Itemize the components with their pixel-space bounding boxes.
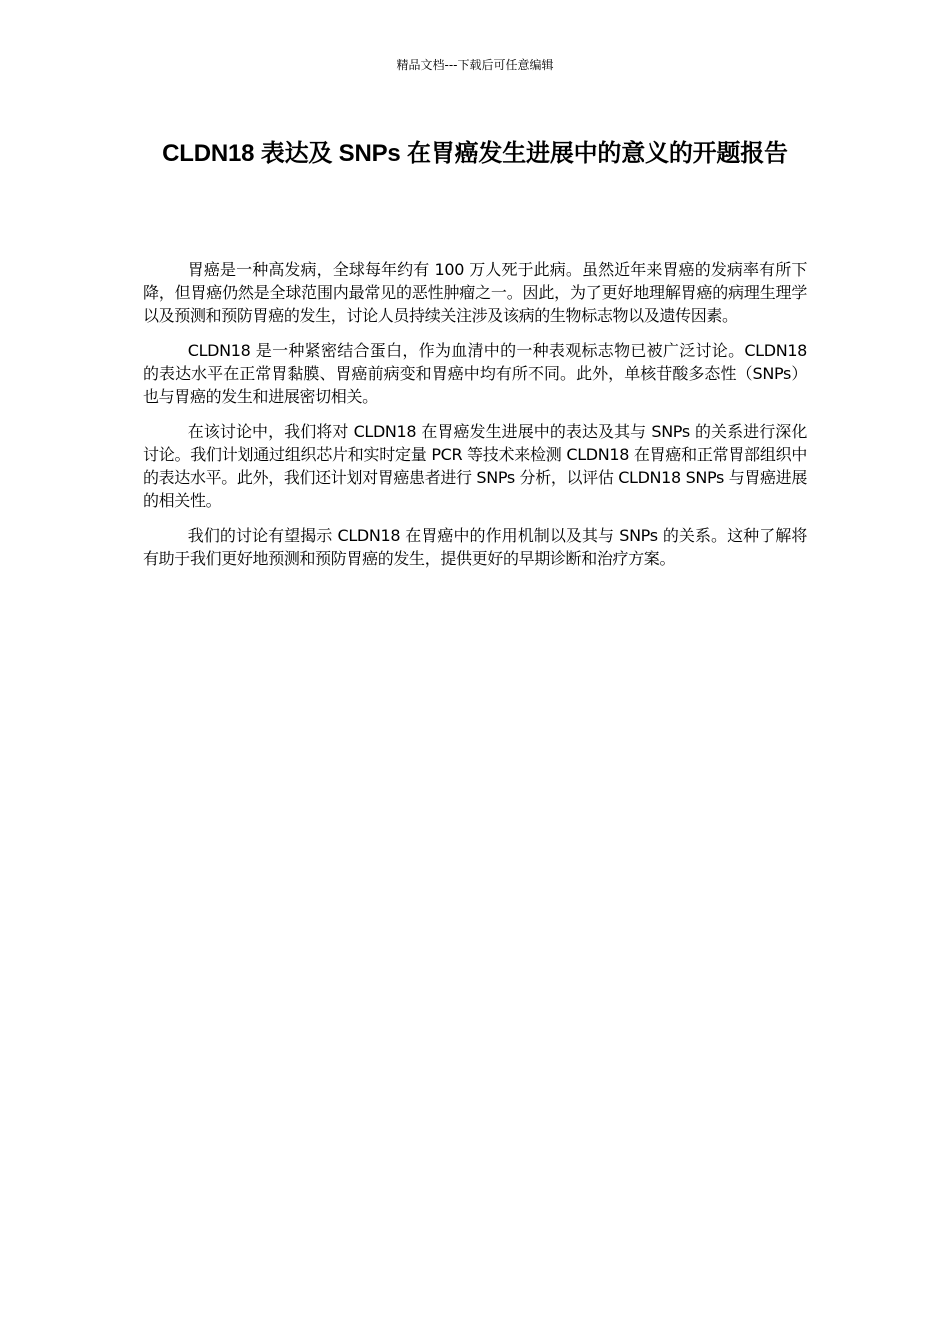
paragraph: 胃癌是一种高发病，全球每年约有 100 万人死于此病。虽然近年来胃癌的发病率有所下降，但胃癌仍然是全球范围内最常见的恶性肿瘤之一。因此，为了更好地理解胃癌的病理生理学以及预测和预防胃癌的发生，讨论人员持续关注涉及该病的生物标志物以及遗传因素。: [143, 260, 807, 325]
paragraph: 在该讨论中，我们将对 CLDN18 在胃癌发生进展中的表达及其与 SNPs 的关系进行深化讨论。我们计划通过组织芯片和实时定量 PCR 等技术来检测 CLDN18 在胃癌和正常胃部组织中的表达水平。此外，我们还计划对胃癌患者进行 SNPs 分析，以评估 CLDN18 SNPs 与胃癌进展的相关性。: [143, 422, 807, 510]
header-note: 精品文档---下载后可任意编辑: [396, 58, 554, 72]
document-body: [143, 258, 807, 582]
document-title: CLDN18 表达及 SNPs 在胃癌发生进展中的意义的开题报告: [162, 140, 788, 167]
paragraph: 我们的讨论有望揭示 CLDN18 在胃癌中的作用机制以及其与 SNPs 的关系。这种了解将有助于我们更好地预测和预防胃癌的发生，提供更好的早期诊断和治疗方案。: [143, 526, 807, 568]
paragraph: CLDN18 是一种紧密结合蛋白，作为血清中的一种表观标志物已被广泛讨论。CLDN18 的表达水平在正常胃黏膜、胃癌前病变和胃癌中均有所不同。此外，单核苷酸多态性（SNPs）也与胃癌的发生和进展密切相关。: [143, 341, 807, 406]
